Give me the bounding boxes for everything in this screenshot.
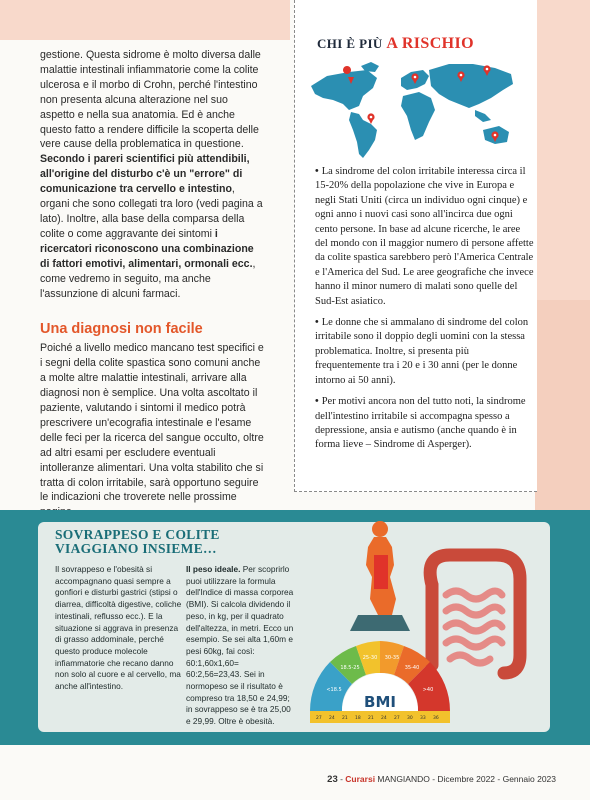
scale-pedestal xyxy=(350,615,410,631)
tape-tick: 21 xyxy=(342,716,348,721)
section-subheading: Una diagnosi non facile xyxy=(40,321,203,338)
intestine-icon xyxy=(430,555,520,673)
gauge-label: 35-40 xyxy=(404,665,420,671)
digestive-highlight xyxy=(374,555,388,589)
tape-tick: 24 xyxy=(329,716,335,721)
risk-box-list xyxy=(315,165,535,460)
tape-tick: 18 xyxy=(355,716,361,721)
risk-list-item: • La sindrome del colon irritabile interessa circa il 15-20% della popolazione che vive in Europa e negli Stati Uniti (circa un individuo ogni cinque) e ogni anno i nuovi casi sono all'incirca due ogni cento persone. In base ad alcune ricerche, le aree del mondo con il maggior numero di persone affette da colite spastica sarebbero però l'America Centrale e l'America del Sud. Le aree geografiche che invece hanno il minor numero di malati sono quelle del Sud-Est asiatico. xyxy=(315,166,534,307)
top-decor-band xyxy=(0,0,290,40)
page-footer: 23 - Curarsi MANGIANDO - Dicembre 2022 - Gennaio 2023 xyxy=(327,774,556,785)
article-body xyxy=(40,48,265,520)
world-map-illustration xyxy=(305,58,525,160)
tape-tick: 30 xyxy=(407,716,413,721)
right-decor-band-lower xyxy=(535,300,590,518)
magazine-brand: Curarsi xyxy=(345,774,376,784)
tape-tick: 27 xyxy=(394,716,400,721)
gauge-label: 30-35 xyxy=(384,655,400,661)
bmi-illustration xyxy=(300,515,540,725)
paragraph: Poiché a livello medico mancano test specifici e i segni della colite spastica sono comuni anche a molte altre malattie intestinali, arrivare alla diagnosi non è semplice. Una volta ascoltato il paziente, valutando i sintomi il medico potrà prescrivere un'ecografia intestinale e l'esame delle feci per la ricerca del sangue occulto, oltre ad altri esami per escludere eventuali intolleranze alimentari. Una volta stabilito che si tratta di colon irritabile, sarà opportuno seguire le indicazioni che troverete nelle prossime xyxy=(40,342,264,504)
gauge-label: 18.5-25 xyxy=(340,665,360,671)
issue-date: - Dicembre 2022 - Gennaio 2023 xyxy=(429,774,556,784)
card-column-left: Il sovrappeso e l'obesità si accompagnano quasi sempre a gonfiori e disturbi gastrici (stipsi o diarrea, difficoltà digestive, coliche intestinali, reflusso ecc.). E la situazione si aggrava in presenza di grasso addominale, perché questo produce molecole infiammatorie che recano danno non solo al cuore e al cervello, ma anche all'intestino. xyxy=(55,564,182,692)
tape-tick: 36 xyxy=(433,716,439,721)
risk-list-item: • Le donne che si ammalano di sindrome del colon irritabile sono il doppio degli uomini con la stessa problematica. Inoltre, si presenta più frequentemente tra i 20 e i 30 anni (per le donne intorno ai 50 anni). xyxy=(315,317,529,386)
gauge-label: >40 xyxy=(422,687,434,693)
risk-list-item: • Per motivi ancora non del tutto noti, la sindrome dell'intestino irritabile si accompagna spesso a depressione, ansia e autismo (anche quando è in forma lieve – Sindrome di Asperger). xyxy=(315,396,526,451)
tape-tick: 24 xyxy=(381,716,387,721)
paragraph: gestione. Questa sidrome è molto diversa dalle malattie intestinali infiammatorie come la colite ulcerosa e il morbo di Crohn, perché l'intestino non presenta alcuna alterazione nel suo aspetto e nella sua anatomia. Ed è anche questo fatto a rendere difficile la scoperta delle vere cause della problematica in questione. Secondo i pareri scientifici più attendibili, all'origine del disturbo c'è un "errore" di comunicazione tra cervello e intestino, organi che sono collegati tra loro (vedi pagina a lato). Inoltre, alla base della comparsa della colite o come aggravante dei sintomi i ricercatori riconoscono una combinazione di fattori emotivi, alimentari, ormonali ecc., come vedremo in seguito, ma anche l'assunzione di alcuni farmaci. xyxy=(40,49,263,300)
card-title: SOVRAPPESO E COLITE VIAGGIANO INSIEME… xyxy=(55,527,220,556)
tape-tick: 21 xyxy=(368,716,374,721)
card-column-right: Il peso ideale. Per scoprirlo puoi utilizzare la formula dell'Indice di massa corporea (BMI). Si calcola dividendo il peso, in kg, per il quadrato dell'altezza, in metri. Ecco un esempio. Se sei alta 1,60m e pesi 60kg, fai così: 60:1,60x1,60= 60:2,56=23,43. Sei in normopeso se il risultato è compreso tra 18,50 e 24,99; in sovrappeso se è tra 25,00 e 29,99. Oltre è obesità. xyxy=(186,564,294,727)
gauge-label: 25-30 xyxy=(362,655,378,661)
gauge-label: <18.5 xyxy=(326,687,342,693)
page-number: 23 xyxy=(327,774,338,785)
bmi-label: BMI xyxy=(364,693,396,711)
risk-box-title: CHI È PIÙ A RISCHIO xyxy=(317,35,474,52)
map-pin xyxy=(367,113,374,124)
tape-tick: 27 xyxy=(316,716,322,721)
tape-tick: 33 xyxy=(420,716,426,721)
